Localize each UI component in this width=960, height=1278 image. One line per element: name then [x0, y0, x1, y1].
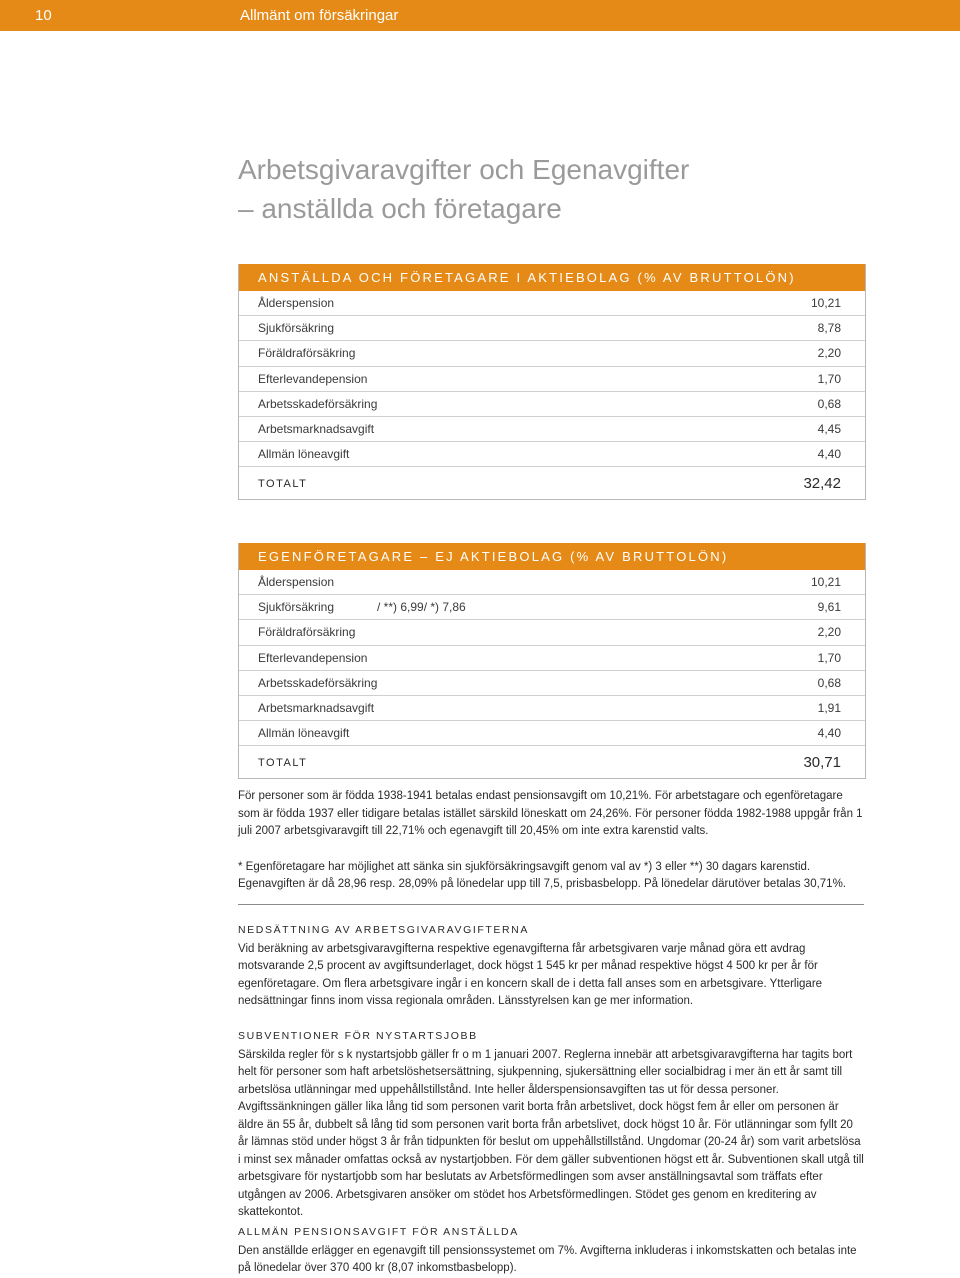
row-value: 10,21: [810, 575, 841, 589]
row-value: 1,91: [817, 700, 841, 715]
row-label: Ålderspension: [258, 575, 335, 589]
footnote-paragraph: * Egenföretagare har möjlighet att sänka sin sjukförsäkringsavgift genom val av *) 3 eller **) 30 dagars karenstid. Egenavgiften är då 28,96 resp. 28,09% på lönedelar upp till 7,5, prisbasbelopp. På lönedelar därutöver betalas 30,71%.: [238, 860, 847, 890]
section-pension-fee: [238, 1224, 864, 1278]
row-value: 2,20: [817, 625, 841, 640]
page-title-line1: Arbetsgivaravgifter och Egenavgifter: [238, 154, 690, 185]
table-row: [239, 570, 865, 595]
row-value: 0,68: [817, 396, 841, 411]
section-heading: ALLMÄN PENSIONSAVGIFT FÖR ANSTÄLLDA: [238, 1226, 519, 1238]
divider: [238, 904, 864, 905]
row-label: Arbetsmarknadsavgift: [258, 700, 375, 715]
row-value: 2,20: [817, 346, 841, 361]
row-label: Föräldraförsäkring: [258, 346, 356, 361]
row-label: Arbetsskadeförsäkring: [258, 396, 378, 411]
row-value: 4,40: [817, 447, 841, 462]
page-header-bar: [0, 0, 960, 31]
section-heading: SUBVENTIONER FÖR NYSTARTSJOBB: [238, 1030, 478, 1042]
section-body: Vid beräkning av arbetsgivaravgifterna respektive egenavgifterna får arbetsgivaren varje månad göra ett avdrag motsvarande 2,5 procent av avgiftsunderlaget, dock högst 1 545 kr per månad respektive högst 4 500 kr per år för egenföretagare. Om flera arbetsgivare ingår i en koncern skall de i detta fall anses som en arbetsgivare. Ytterligare nedsättningar finns inom vissa regionala områden. Länsstyrelsen kan ge mer information.: [238, 942, 823, 1007]
section-body: Särskilda regler för s k nystartsjobb gäller fr o m 1 januari 2007. Reglerna innebär att arbetsgivaravgifterna har tagits bort helt för personer som haft arbetslöshetsersättning, sjukpenning, sjukersättning eller socialbidrag i mer än ett år samt till arbetslösa utlänningar med uppehållstillstånd. Inte heller ålderspensionsavgiften tas ut för dessa personer. Avgiftssänkningen gäller lika lång tid som personen varit borta från arbetslivet, dock högst fem år eller om personen är äldre än 55 år, dubbelt så lång tid som personen varit borta från arbetslivet, dock högst 10 år. För utlänningar som fyllt 20 år lämnas stöd under högst 3 år från tidpunkten för beslut om uppehållstillstånd. Ungdomar (20-24 år) som varit arbetslösa i minst sex månader omfattas också av nystartjobben. För dem gäller subventionen högst ett år. Subventionen skall utgå till arbetsgivare för nystartjobb som har beslutats av Arbetsförmedlingen som avser anställningsavtal som träffats efter utgången av 2006. Arbetsgivaren ansöker om stödet hos Arbetsförmedlingen. Stödet ges genom en kreditering av skattekontot.: [238, 1048, 864, 1218]
table-row: [239, 671, 865, 696]
section-body: Den anställde erlägger en egenavgift till pensionssystemet om 7%. Avgifterna inkluderas i inkomstskatten och betalas inte på lönedelar över 370 400 kr (8,07 inkomstbasbelopp).: [238, 1244, 857, 1274]
page-title-line2: – anställda och företagare: [238, 193, 562, 224]
table-employees: [238, 264, 866, 500]
table-row: [239, 367, 865, 392]
row-label: Sjukförsäkring: [258, 321, 335, 336]
table-row: [239, 620, 865, 645]
row-label: Föräldraförsäkring: [258, 625, 356, 640]
total-value: 32,42: [803, 475, 841, 493]
table-row: [239, 316, 865, 341]
page-title: [238, 150, 898, 228]
section-reduction: [238, 922, 864, 1011]
table-total-row: [239, 467, 865, 499]
table-row: [239, 291, 865, 316]
row-value: 1,70: [817, 371, 841, 386]
row-label: Arbetsskadeförsäkring: [258, 675, 378, 690]
section-subsidies: [238, 1028, 864, 1222]
table-row: [239, 392, 865, 417]
table-row: [239, 595, 865, 620]
footnotes: [238, 788, 864, 912]
table-self-employed: [238, 543, 866, 779]
total-label: TOTALT: [258, 757, 308, 770]
row-value: 0,68: [817, 675, 841, 690]
row-value: 10,21: [810, 296, 841, 310]
table-row: [239, 417, 865, 442]
section-heading: NEDSÄTTNING AV ARBETSGIVARAVGIFTERNA: [238, 924, 529, 936]
table-row: [239, 646, 865, 671]
row-label: Arbetsmarknadsavgift: [258, 421, 375, 436]
row-label: Ålderspension: [258, 296, 335, 310]
row-value: 9,61: [817, 600, 841, 615]
row-value: 8,78: [817, 321, 841, 336]
row-label: Efterlevandepension: [258, 650, 368, 665]
table-heading: EGENFÖRETAGARE – EJ AKTIEBOLAG (% AV BRUTTOLÖN): [239, 543, 865, 570]
row-value: 1,70: [817, 650, 841, 665]
section-title: Allmänt om försäkringar: [240, 7, 399, 24]
table-row: [239, 442, 865, 467]
table-row: [239, 696, 865, 721]
row-value: 4,40: [817, 726, 841, 741]
row-note: / **) 6,99/ *) 7,86: [377, 600, 466, 615]
row-value: 4,45: [817, 421, 841, 436]
total-label: TOTALT: [258, 478, 308, 491]
table-row: [239, 721, 865, 746]
row-label: Allmän löneavgift: [258, 447, 350, 462]
row-label: Efterlevandepension: [258, 371, 368, 386]
table-heading: ANSTÄLLDA OCH FÖRETAGARE I AKTIEBOLAG (% AV BRUTTOLÖN): [239, 264, 865, 291]
row-label: Allmän löneavgift: [258, 726, 350, 741]
footnote-paragraph: För personer som är födda 1938-1941 betalas endast pensionsavgift om 10,21%. För arbetstagare och egenföretagare som är födda 1937 eller tidigare betalas istället särskild löneskatt om 24,26%. För personer födda 1982-1988 uppgår från 1 juli 2007 arbetsgivaravgift till 22,71% och egenavgift till 20,45% om inte extra karenstid valts.: [238, 790, 863, 837]
total-value: 30,71: [803, 754, 841, 772]
page-number: 10: [35, 7, 52, 24]
table-row: [239, 341, 865, 366]
row-label: Sjukförsäkring: [258, 600, 335, 615]
table-total-row: [239, 746, 865, 778]
